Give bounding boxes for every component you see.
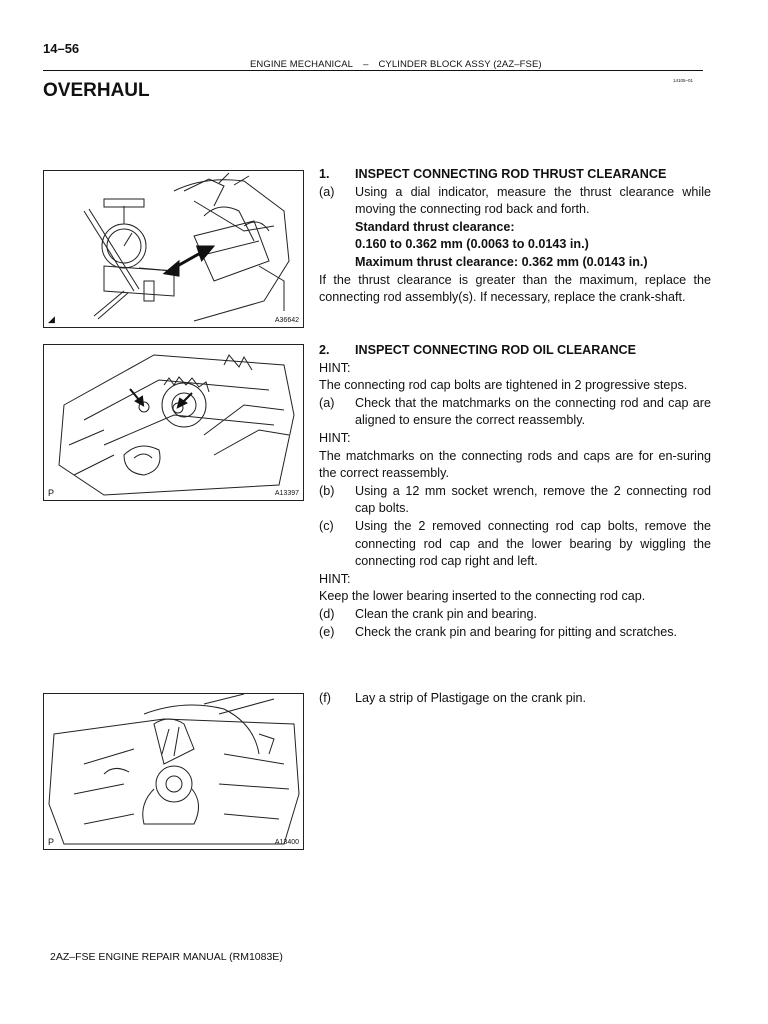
section-number: 2. <box>319 343 330 357</box>
figure-code: A13397 <box>274 490 299 497</box>
step-c <box>319 518 711 571</box>
hint-label: HINT: <box>319 430 351 445</box>
document-code: 14105–01 <box>673 78 694 83</box>
plastigage-illustration <box>44 694 303 849</box>
standard-label: Standard thrust clearance: <box>355 219 515 234</box>
section-title: INSPECT CONNECTING ROD THRUST CLEARANCE <box>355 167 667 181</box>
step-text: Check that the matchmarks on the connecting rod and cap are aligned to ensure the correct reassembly. <box>355 395 711 428</box>
figure-code: A36642 <box>274 317 299 324</box>
running-header <box>250 59 542 70</box>
step-label: (b) <box>319 483 335 498</box>
hint-text: The matchmarks on the connecting rods and caps are for en-suring the correct reassembly. <box>319 448 711 481</box>
hint-text: The connecting rod cap bolts are tightened in 2 progressive steps. <box>319 378 688 393</box>
section-thrust-clearance <box>319 166 711 307</box>
figure-mark: ◢ <box>48 314 55 324</box>
section-title: INSPECT CONNECTING ROD OIL CLEARANCE <box>355 343 637 357</box>
step-text: Lay a strip of Plastigage on the crank pin. <box>355 691 587 705</box>
figure-mark: P <box>48 488 55 498</box>
step-d <box>319 606 711 624</box>
page-title: OVERHAUL <box>43 80 150 101</box>
maximum-value: Maximum thrust clearance: 0.362 mm (0.0143 in.) <box>355 254 648 269</box>
figure-matchmarks <box>43 344 304 501</box>
hint-label: HINT: <box>319 360 351 375</box>
standard-value: 0.160 to 0.362 mm (0.0063 to 0.0143 in.) <box>355 237 589 252</box>
matchmarks-illustration <box>44 345 303 500</box>
step-label: (c) <box>319 518 334 533</box>
step-text: Using a dial indicator, measure the thrust clearance while moving the connecting rod back and forth. <box>355 184 711 217</box>
figure-mark: P <box>48 837 55 847</box>
figure-plastigage <box>43 693 304 850</box>
step-b <box>319 483 711 518</box>
step-a <box>319 184 711 219</box>
step-a <box>319 395 711 430</box>
step-f <box>319 690 711 708</box>
hint-text: Keep the lower bearing inserted to the connecting rod cap. <box>319 589 646 604</box>
step-label: (d) <box>319 606 335 621</box>
figure-code: A13400 <box>274 839 299 846</box>
hint-label: HINT: <box>319 571 351 586</box>
section-heading <box>319 342 711 360</box>
step-text: Using a 12 mm socket wrench, remove the 2 connecting rod cap bolts. <box>355 483 711 516</box>
step-label: (a) <box>319 395 335 410</box>
header-separator: – <box>363 59 369 70</box>
header-section: ENGINE MECHANICAL <box>250 59 354 70</box>
replace-note: If the thrust clearance is greater than the maximum, replace the connecting rod assembly(s). If necessary, replace the crank-shaft. <box>319 272 711 305</box>
section-heading <box>319 166 711 184</box>
header-rule <box>43 70 703 71</box>
step-text: Check the crank pin and bearing for pitting and scratches. <box>355 624 678 639</box>
header-subsection: CYLINDER BLOCK ASSY (2AZ–FSE) <box>378 59 542 70</box>
step-label: (e) <box>319 624 335 639</box>
section-oil-clearance <box>319 342 711 641</box>
dial-indicator-illustration <box>44 171 303 327</box>
step-e <box>319 624 711 642</box>
step-text: Clean the crank pin and bearing. <box>355 606 538 621</box>
section-number: 1. <box>319 167 330 181</box>
footer-manual-title: 2AZ–FSE ENGINE REPAIR MANUAL (RM1083E) <box>50 951 283 963</box>
step-text: Using the 2 removed connecting rod cap bolts, remove the connecting rod cap and the lower bearing by wiggling the connecting rod cap right and left. <box>355 518 711 569</box>
figure-dial-indicator <box>43 170 304 328</box>
page-number: 14–56 <box>43 41 80 56</box>
step-label: (f) <box>319 691 331 705</box>
step-label: (a) <box>319 184 335 199</box>
